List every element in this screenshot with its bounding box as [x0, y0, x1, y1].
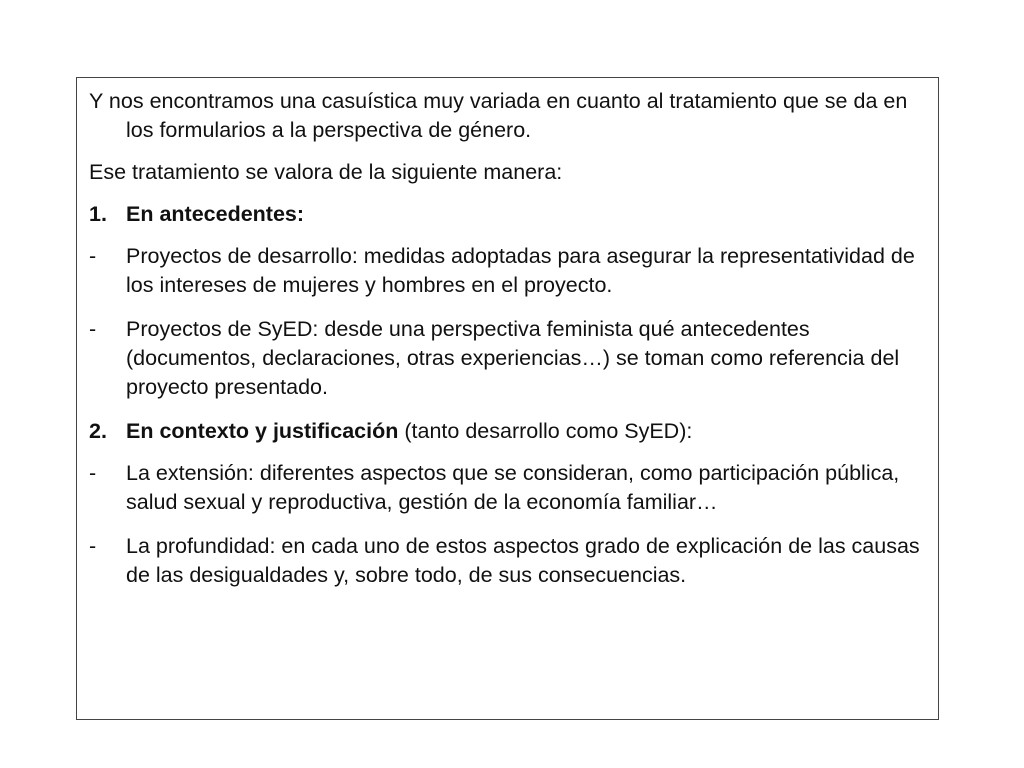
list-item: [89, 315, 926, 402]
section-title: En antecedentes:: [126, 202, 305, 226]
section-heading-2: [89, 417, 926, 446]
list-item: [89, 459, 926, 517]
section-heading-text: [126, 417, 926, 446]
bullet-dash: -: [89, 244, 97, 268]
bullet-dash: -: [89, 461, 97, 485]
list-item: [89, 532, 926, 590]
section-number: 1.: [89, 202, 107, 226]
intro-paragraph: Y nos encontramos una casuística muy variada en cuanto al tratamiento que se da en los formularios a la perspectiva de género.: [89, 89, 908, 142]
list-item-text: Proyectos de SyED: desde una perspectiva feminista qué antecedentes (documentos, declaraciones, otras experiencias…) se toman como referencia del proyecto presentado.: [126, 317, 900, 399]
bullet-dash: -: [89, 317, 97, 341]
section-number: 2.: [89, 419, 107, 443]
text-box: [76, 77, 939, 720]
list-item-text: La extensión: diferentes aspectos que se consideran, como participación pública, salud sexual y reproductiva, gestión de la economía familiar…: [126, 461, 900, 514]
section-heading-1: [89, 200, 926, 229]
list-item-text: La profundidad: en cada uno de estos aspectos grado de explicación de las causas de las desigualdades y, sobre todo, de sus consecuencias.: [126, 534, 920, 587]
section-title-suffix: (tanto desarrollo como SyED):: [398, 419, 693, 443]
list-item-text: Proyectos de desarrollo: medidas adoptadas para asegurar la representatividad de los intereses de mujeres y hombres en el proyecto.: [126, 244, 915, 297]
section-title: En contexto y justificación: [126, 419, 399, 443]
valuation-paragraph: Ese tratamiento se valora de la siguiente manera:: [89, 160, 563, 184]
bullet-dash: -: [89, 534, 97, 558]
list-item: [89, 242, 926, 300]
